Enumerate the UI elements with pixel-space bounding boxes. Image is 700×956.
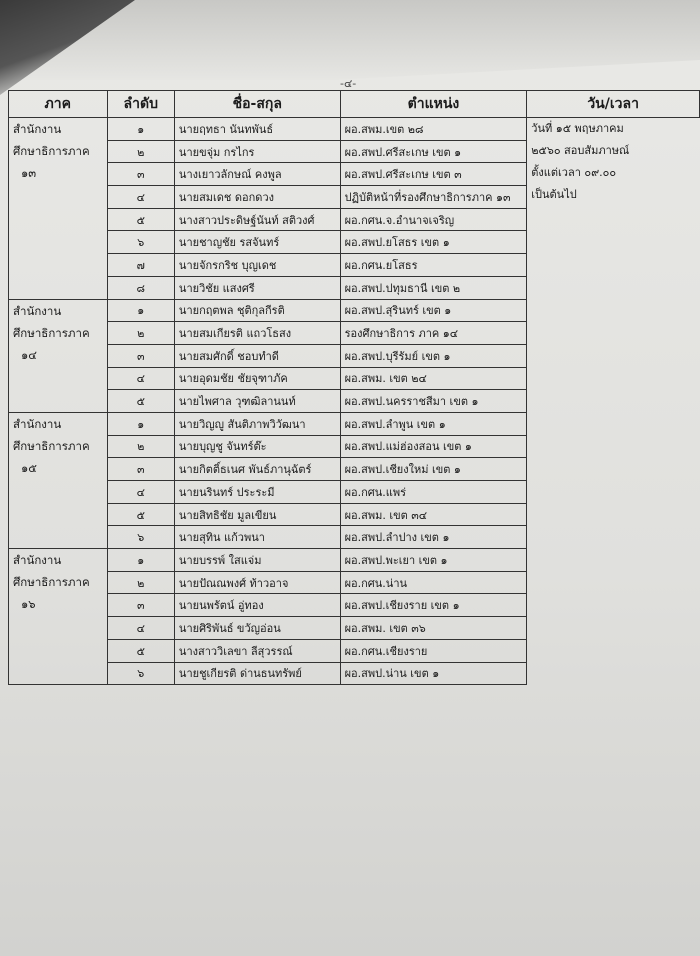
position-cell: ผอ.สพป.สุรินทร์ เขต ๑: [340, 299, 527, 322]
position-cell: ปฏิบัติหน้าที่รองศึกษาธิการภาค ๑๓: [340, 186, 527, 209]
name-cell: นายชูเกียรติ ด่านธนทรัพย์: [174, 662, 340, 685]
name-cell: นายสมเดช ดอกดวง: [174, 186, 340, 209]
region-label-line: ศึกษาธิการภาค: [13, 144, 90, 158]
table-row: [9, 118, 700, 141]
header-datetime: วัน/เวลา: [527, 91, 700, 118]
name-cell: นายศิริพันธ์ ขวัญอ่อน: [174, 617, 340, 640]
order-cell: ๑: [107, 549, 174, 572]
order-cell: ๗: [107, 254, 174, 277]
name-cell: นายชาญชัย รสจันทร์: [174, 231, 340, 254]
position-cell: ผอ.สพม. เขต ๓๔: [340, 503, 527, 526]
region-label-line: ๑๕: [21, 460, 38, 475]
name-cell: นายบุญชู จันทร์ต๊ะ: [174, 435, 340, 458]
order-cell: ๔: [107, 367, 174, 390]
position-cell: ผอ.กศน.จ.อำนาจเจริญ: [340, 208, 527, 231]
datetime-line: วันที่ ๑๕ พฤษภาคม: [531, 122, 624, 135]
name-cell: นายอุดมชัย ชัยจุฑาภัค: [174, 367, 340, 390]
region-label-line: สำนักงาน: [13, 303, 62, 318]
name-cell: นายวิญญู สันติภาพวิวัฒนา: [174, 412, 340, 435]
position-cell: ผอ.กศน.น่าน: [340, 571, 527, 594]
position-cell: ผอ.สพม. เขต ๒๔: [340, 367, 527, 390]
name-cell: นายไพศาล วุฑฒิลานนท์: [174, 390, 340, 413]
order-cell: ๒: [107, 435, 174, 458]
page-number: -๔-: [340, 77, 357, 90]
position-cell: ผอ.กศน.ยโสธร: [340, 254, 527, 277]
datetime-line: เป็นต้นไป: [531, 188, 577, 201]
position-cell: ผอ.กศน.แพร่: [340, 481, 527, 504]
datetime-cell: [527, 118, 700, 685]
order-cell: ๕: [107, 390, 174, 413]
region-label-line: ศึกษาธิการภาค: [13, 325, 90, 340]
order-cell: ๖: [107, 662, 174, 685]
name-cell: นายจักรกริช บุญเดช: [174, 254, 340, 277]
order-cell: ๓: [107, 594, 174, 617]
position-cell: ผอ.สพป.บุรีรัมย์ เขต ๑: [340, 344, 527, 367]
position-cell: ผอ.สพม.เขต ๒๘: [340, 118, 527, 141]
order-cell: ๒: [107, 322, 174, 345]
name-cell: นางสาวประดิษฐ์นันท์ สติวงศ์: [174, 208, 340, 231]
position-cell: ผอ.สพป.ลำพูน เขต ๑: [340, 412, 527, 435]
region-cell: [9, 412, 108, 548]
name-cell: นายสุทิน แก้วพนา: [174, 526, 340, 549]
region-label-line: สำนักงาน: [13, 122, 62, 136]
order-cell: ๖: [107, 526, 174, 549]
region-label-line: สำนักงาน: [13, 553, 62, 568]
region-label-line: ศึกษาธิการภาค: [13, 575, 90, 590]
header-position: ตำแหน่ง: [340, 91, 527, 118]
order-cell: ๔: [107, 481, 174, 504]
position-cell: ผอ.สพป.น่าน เขต ๑: [340, 662, 527, 685]
region-label-line: ๑๖: [21, 597, 36, 612]
name-cell: นายวิชัย แสงศรี: [174, 276, 340, 299]
order-cell: ๓: [107, 458, 174, 481]
interview-schedule-table: [8, 90, 700, 685]
position-cell: ผอ.สพม. เขต ๓๖: [340, 617, 527, 640]
name-cell: นายสิทธิชัย มูลเขียน: [174, 503, 340, 526]
position-cell: ผอ.สพป.ยโสธร เขต ๑: [340, 231, 527, 254]
position-cell: ผอ.สพป.ศรีสะเกษ เขต ๑: [340, 140, 527, 163]
order-cell: ๒: [107, 571, 174, 594]
name-cell: นายฤทธา นันทพันธ์: [174, 118, 340, 141]
position-cell: ผอ.สพป.ศรีสะเกษ เขต ๓: [340, 163, 527, 186]
order-cell: ๑: [107, 412, 174, 435]
name-cell: นายบรรพ์ ใสแจ่ม: [174, 549, 340, 572]
order-cell: ๖: [107, 231, 174, 254]
order-cell: ๕: [107, 639, 174, 662]
position-cell: ผอ.สพป.ปทุมธานี เขต ๒: [340, 276, 527, 299]
order-cell: ๓: [107, 163, 174, 186]
order-cell: ๓: [107, 344, 174, 367]
region-label-line: ๑๔: [21, 347, 38, 362]
order-cell: ๕: [107, 208, 174, 231]
name-cell: นายนรินทร์ ประระมี: [174, 481, 340, 504]
region-cell: [9, 549, 108, 685]
name-cell: นายสมเกียรติ แถวโธสง: [174, 322, 340, 345]
name-cell: นายนพรัตน์ อู่ทอง: [174, 594, 340, 617]
name-cell: นายสมศักดิ์ ชอบทำดี: [174, 344, 340, 367]
position-cell: ผอ.สพป.นครราชสีมา เขต ๑: [340, 390, 527, 413]
header-order: ลำดับ: [107, 91, 174, 118]
region-label-line: ศึกษาธิการภาค: [13, 438, 90, 453]
order-cell: ๘: [107, 276, 174, 299]
order-cell: ๑: [107, 118, 174, 141]
region-cell: [9, 299, 108, 412]
name-cell: นางเยาวลักษณ์ คงพูล: [174, 163, 340, 186]
position-cell: รองศึกษาธิการ ภาค ๑๔: [340, 322, 527, 345]
name-cell: นายกฤตพล ชุติกุลกีรติ: [174, 299, 340, 322]
datetime-line: ๒๕๖๐ สอบสัมภาษณ์: [531, 144, 630, 157]
order-cell: ๔: [107, 186, 174, 209]
order-cell: ๒: [107, 140, 174, 163]
datetime-line: ตั้งแต่เวลา ๐๙.๐๐: [531, 166, 617, 179]
position-cell: ผอ.กศน.เชียงราย: [340, 639, 527, 662]
position-cell: ผอ.สพป.เชียงราย เขต ๑: [340, 594, 527, 617]
header-region: ภาค: [9, 91, 108, 118]
position-cell: ผอ.สพป.ลำปาง เขต ๑: [340, 526, 527, 549]
name-cell: นายปัณณพงศ์ ท้าวอาจ: [174, 571, 340, 594]
position-cell: ผอ.สพป.แม่ฮ่องสอน เขต ๑: [340, 435, 527, 458]
region-cell: [9, 118, 108, 300]
region-label-line: ๑๓: [21, 166, 37, 180]
header-name: ชื่อ-สกุล: [174, 91, 340, 118]
name-cell: นายกิตติ์ธเนศ พันธ์ภานุฉัตร์: [174, 458, 340, 481]
position-cell: ผอ.สพป.เชียงใหม่ เขต ๑: [340, 458, 527, 481]
table-header-row: [9, 91, 700, 118]
region-label-line: สำนักงาน: [13, 416, 62, 431]
order-cell: ๕: [107, 503, 174, 526]
position-cell: ผอ.สพป.พะเยา เขต ๑: [340, 549, 527, 572]
name-cell: นายขจุ่ม กรไกร: [174, 140, 340, 163]
name-cell: นางสาววิเลขา ลีสุวรรณ์: [174, 639, 340, 662]
order-cell: ๔: [107, 617, 174, 640]
order-cell: ๑: [107, 299, 174, 322]
